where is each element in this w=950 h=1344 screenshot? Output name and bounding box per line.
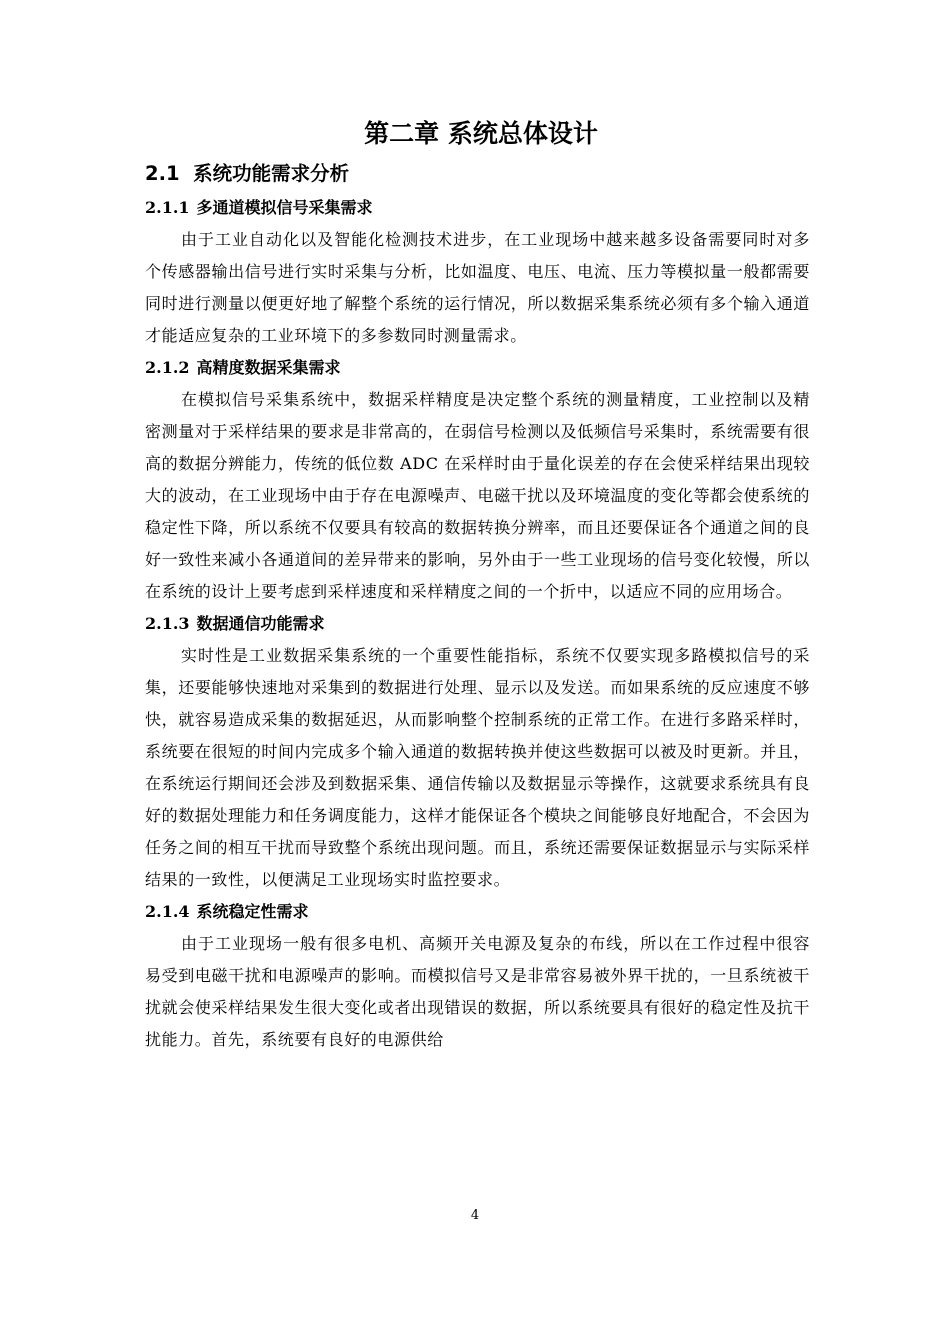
paragraph-2-1-4: 由于工业现场一般有很多电机、高频开关电源及复杂的布线，所以在工作过程中很容易受到电磁干扰和电源噪声的影响。而模拟信号又是非常容易被外界干扰的，一旦系统被干扰就会使采样结果发生很大变化或者出现错误的数据，所以系统要具有很好的稳定性及抗干扰能力。首先，系统要有良好的电源供给 [145,934,810,1049]
subsection-number: 2.1.3 [145,614,190,633]
page-number: 4 [470,1208,480,1223]
subsection-title: 数据通信功能需求 [196,614,325,633]
subsection-heading-2-1-2 [145,352,810,384]
subsection-heading-2-1-4 [145,896,810,928]
chapter-title: 第二章 系统总体设计 [364,119,598,148]
subsection-number: 2.1.4 [145,902,190,921]
subsection-title: 系统稳定性需求 [196,902,309,921]
paragraph-2-1-2: 在模拟信号采集系统中，数据采样精度是决定整个系统的测量精度，工业控制以及精密测量对于采样结果的要求是非常高的，在弱信号检测以及低频信号采集时，系统需要有很高的数据分辨能力，传统的低位数 ADC 在采样时由于量化误差的存在会使采样结果出现较大的波动，在工业现场中由于存在电源噪声、电磁干扰以及环境温度的变化等都会使系统的稳定性下降，所以系统不仅要具有较高的数据转换分辨率，而且还要保证各个通道之间的良好一致性来减小各通道间的差异带来的影响，另外由于一些工业现场的信号变化较慢，所以在系统的设计上要考虑到采样速度和采样精度之间的一个折中，以适应不同的应用场合。 [145,390,810,601]
section-number: 2.1 [145,162,180,185]
subsection-title: 高精度数据采集需求 [196,358,341,377]
subsection-number: 2.1.1 [145,198,190,217]
page-content [145,112,810,1056]
section-title-text: 系统功能需求分析 [193,162,350,185]
subsection-title: 多通道模拟信号采集需求 [196,198,373,217]
paragraph-2-1-3: 实时性是工业数据采集系统的一个重要性能指标，系统不仅要实现多路模拟信号的采集，还要能够快速地对采集到的数据进行处理、显示以及发送。而如果系统的反应速度不够快，就容易造成采集的数据延迟，从而影响整个控制系统的正常工作。在进行多路采样时，系统要在很短的时间内完成多个输入通道的数据转换并使这些数据可以被及时更新。并且，在系统运行期间还会涉及到数据采集、通信传输以及数据显示等操作，这就要求系统具有良好的数据处理能力和任务调度能力，这样才能保证各个模块之间能够良好地配合，不会因为任务之间的相互干扰而导致整个系统出现问题。而且，系统还需要保证数据显示与实际采样结果的一致性，以便满足工业现场实时监控要求。 [145,646,810,889]
subsection-heading-2-1-1 [145,192,810,224]
subsection-heading-2-1-3 [145,608,810,640]
section-heading [145,156,810,192]
paragraph-2-1-1: 由于工业自动化以及智能化检测技术进步，在工业现场中越来越多设备需要同时对多个传感器输出信号进行实时采集与分析，比如温度、电压、电流、压力等模拟量一般都需要同时进行测量以便更好地了解整个系统的运行情况，所以数据采集系统必须有多个输入通道才能适应复杂的工业环境下的多参数同时测量需求。 [145,230,810,345]
subsection-number: 2.1.2 [145,358,190,377]
